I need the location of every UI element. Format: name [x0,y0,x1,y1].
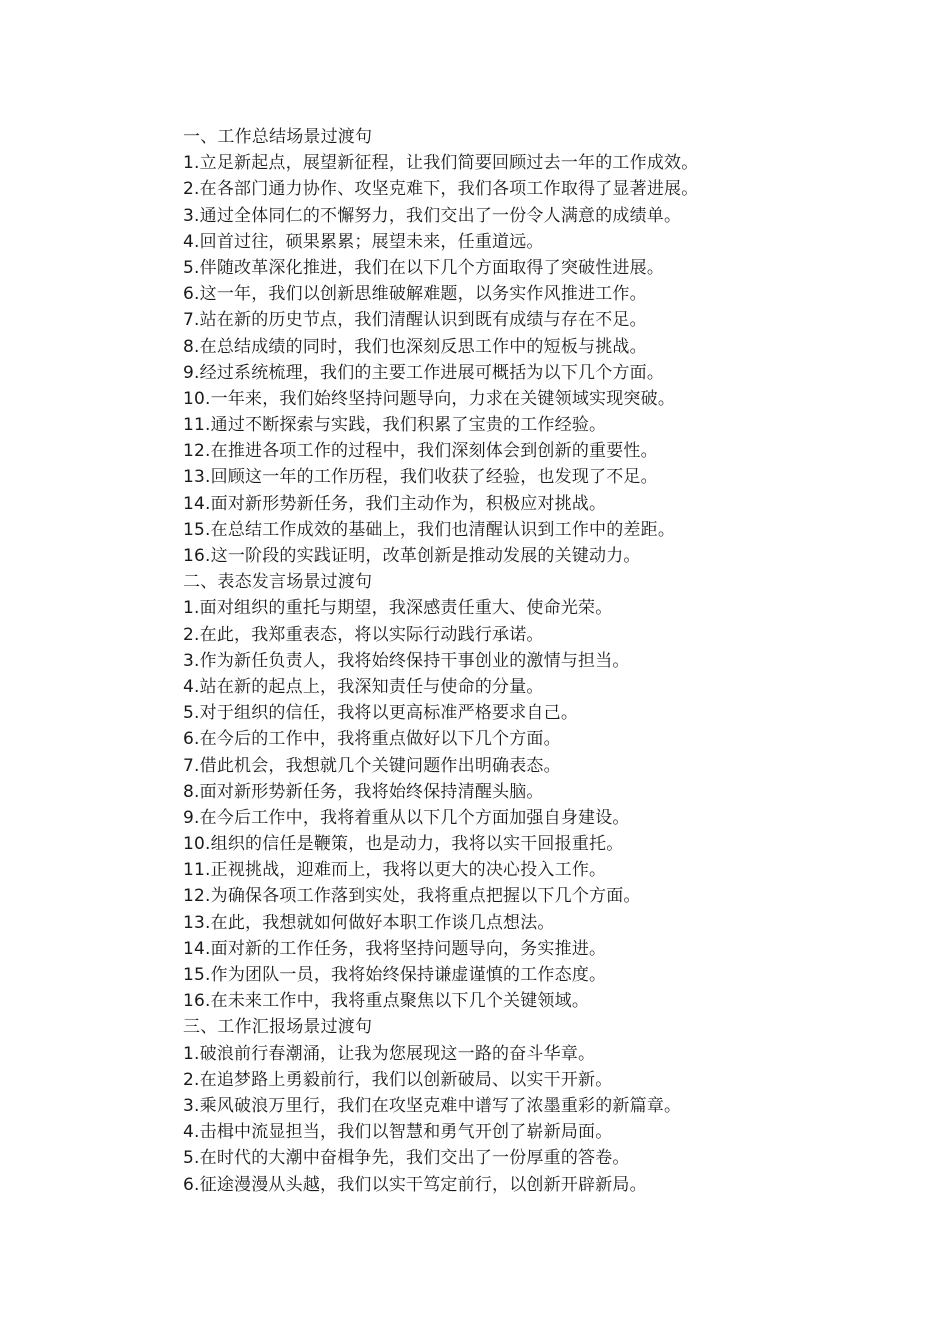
list-item: 9.在今后工作中，我将着重从以下几个方面加强自身建设。 [183,807,630,828]
list-item: 5.对于组织的信任，我将以更高标准严格要求自己。 [183,703,579,724]
section-heading: 一、工作总结场景过渡句 [183,127,373,147]
list-item: 4.回首过往，硕果累累；展望未来，任重道远。 [183,231,544,252]
list-item: 6.这一年，我们以创新思维破解难题，以务实作风推进工作。 [183,284,647,305]
list-item: 9.经过系统梳理，我们的主要工作进展可概括为以下几个方面。 [183,362,665,383]
list-item: 4.击楫中流显担当，我们以智慧和勇气开创了崭新局面。 [183,1122,613,1143]
list-item: 11.通过不断探索与实践，我们积累了宝贵的工作经验。 [183,415,607,436]
list-item: 14.面对新的工作任务，我将坚持问题导向，务实推进。 [183,938,607,959]
list-item: 16.在未来工作中，我将重点聚焦以下几个关键领域。 [183,991,590,1012]
list-item: 15.作为团队一员，我将始终保持谦虚谨慎的工作态度。 [183,965,607,985]
section-heading: 三、工作汇报场景过渡句 [183,1017,373,1038]
list-item: 16.这一阶段的实践证明，改革创新是推动发展的关键动力。 [183,546,641,566]
list-item: 11.正视挑战，迎难而上，我将以更大的决心投入工作。 [183,860,607,881]
list-item: 2.在追梦路上勇毅前行，我们以创新破局、以实干开新。 [183,1069,613,1090]
list-item: 15.在总结工作成效的基础上，我们也清醒认识到工作中的差距。 [183,519,676,540]
list-item: 12.为确保各项工作落到实处，我将重点把握以下几个方面。 [183,886,641,907]
list-item: 10.一年来，我们始终坚持问题导向，力求在关键领域实现突破。 [183,388,676,409]
list-item: 2.在此，我郑重表态，将以实际行动践行承诺。 [183,624,544,645]
list-item: 5.伴随改革深化推进，我们在以下几个方面取得了突破性进展。 [183,257,665,278]
list-item: 1.破浪前行春潮涌，让我为您展现这一路的奋斗华章。 [183,1043,596,1064]
list-item: 3.乘风破浪万里行，我们在攻坚克难中谱写了浓墨重彩的新篇章。 [183,1095,682,1116]
list-item: 10.组织的信任是鞭策，也是动力，我将以实干回报重托。 [183,834,624,855]
list-item: 5.在时代的大潮中奋楫争先，我们交出了一份厚重的答卷。 [183,1148,630,1169]
list-item: 7.站在新的历史节点，我们清醒认识到既有成绩与存在不足。 [183,310,647,331]
list-item: 6.在今后的工作中，我将重点做好以下几个方面。 [183,729,561,750]
list-item: 7.借此机会，我想就几个关键问题作出明确表态。 [183,755,561,776]
list-item: 13.在此，我想就如何做好本职工作谈几点想法。 [183,912,555,933]
list-item: 13.回顾这一年的工作历程，我们收获了经验，也发现了不足。 [183,467,658,488]
list-item: 6.征途漫漫从头越，我们以实干笃定前行，以创新开辟新局。 [183,1174,647,1195]
list-item: 1.面对组织的重托与期望，我深感责任重大、使命光荣。 [183,598,613,619]
list-item: 2.在各部门通力协作、攻坚克难下，我们各项工作取得了显著进展。 [183,179,699,200]
document-body [183,124,923,1198]
section-heading: 二、表态发言场景过渡句 [183,572,373,593]
list-item: 3.作为新任负责人，我将始终保持干事创业的激情与担当。 [183,650,630,671]
list-item: 8.在总结成绩的同时，我们也深刻反思工作中的短板与挑战。 [183,336,647,357]
list-item: 1.立足新起点，展望新征程，让我们简要回顾过去一年的工作成效。 [183,153,699,174]
list-item: 8.面对新形势新任务，我将始终保持清醒头脑。 [183,781,544,802]
list-item: 4.站在新的起点上，我深知责任与使命的分量。 [183,676,544,697]
list-item: 12.在推进各项工作的过程中，我们深刻体会到创新的重要性。 [183,441,658,462]
list-item: 3.通过全体同仁的不懈努力，我们交出了一份令人满意的成绩单。 [183,205,682,226]
list-item: 14.面对新形势新任务，我们主动作为，积极应对挑战。 [183,493,607,514]
